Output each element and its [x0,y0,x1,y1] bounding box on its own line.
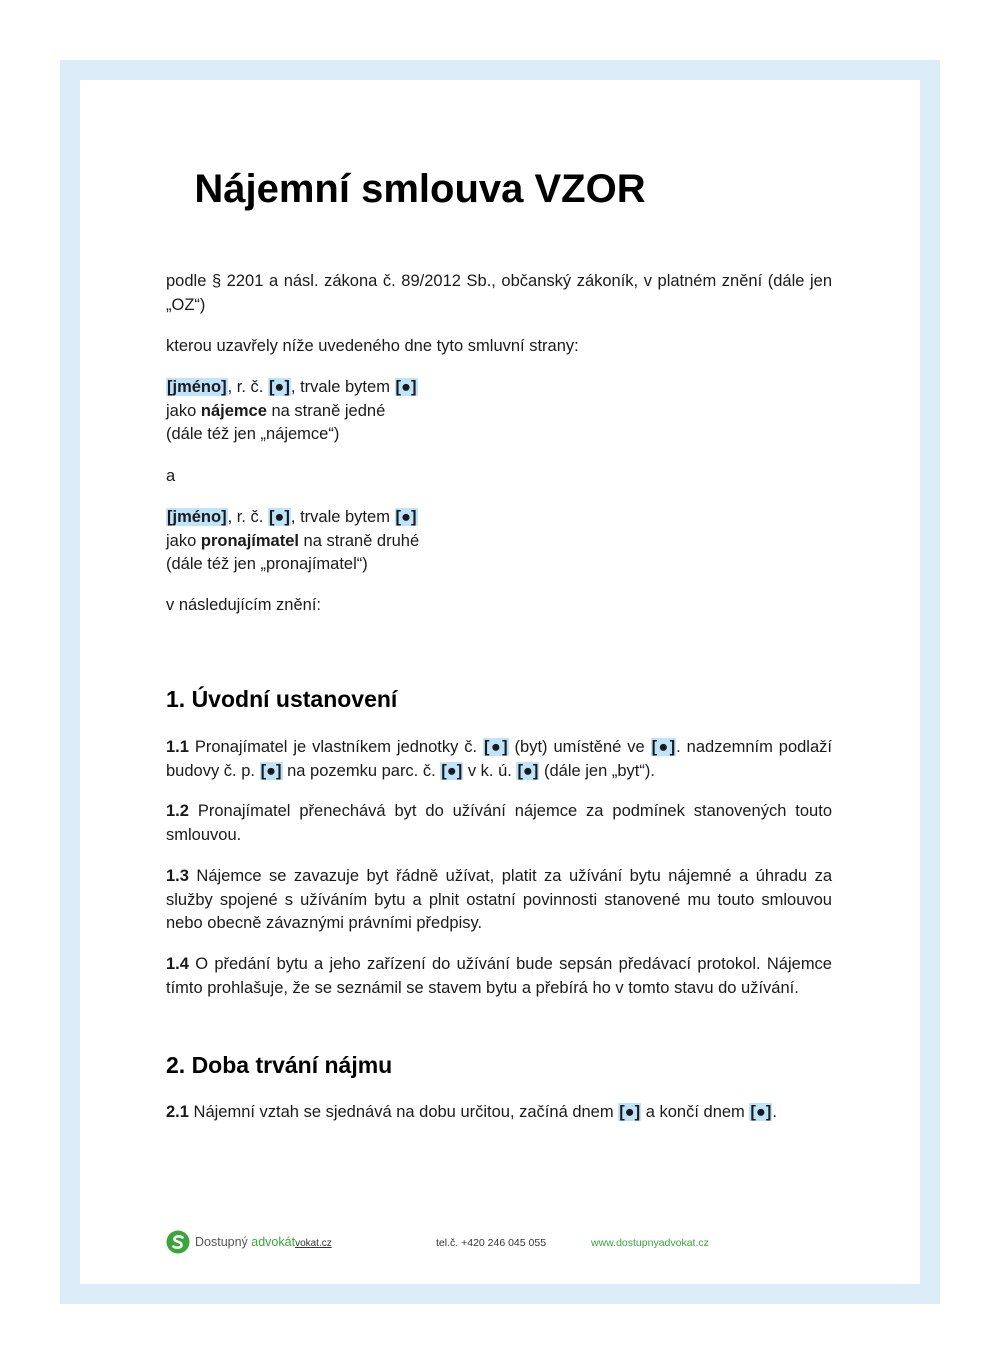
role-pronajimatel: pronajímatel [200,531,299,550]
intro-text: podle § 2201 a násl. zákona č. 89/2012 Sb., občanský zákoník, v platném znění (dále jen „OZ“) [166,272,832,314]
placeholder-address[interactable]: [●] [395,378,417,396]
party-1-block: [jméno], r. č. [●], trvale bytem [●] jako nájemce na straně jedné (dále též jen „nájemce“) [166,378,417,443]
clause-1-2: 1.2 Pronajímatel přenechává byt do užívání nájemce za podmínek stanovených touto smlouvou. [166,802,832,844]
intro-parties-line: kterou uzavřely níže uvedeného dne tyto smluvní strany: [166,337,579,355]
role-najemce: nájemce [200,401,267,420]
placeholder-ku[interactable]: [●] [517,761,539,780]
intro-paragraph [166,270,832,317]
clause-1-4: 1.4 O předání bytu a jeho zařízení do užívání bude sepsán předávací protokol. Nájemce tímto prohlašuje, že se seznámil se stavem bytu a přebírá ho v tomto stavu do užívání. [166,955,832,997]
placeholder-end-date[interactable]: [●] [750,1103,772,1121]
party-2-block: [jméno], r. č. [●], trvale bytem [●] jako pronajímatel na straně druhé (dále též jen „pronajímatel“) [166,508,420,573]
placeholder-address[interactable]: [●] [395,508,417,526]
logo-icon [166,1230,190,1254]
placeholder-rc[interactable]: [●] [268,378,290,396]
clause-1-3: 1.3 Nájemce se zavazuje byt řádně užívat, platit za užívání bytu nájemné a úhradu za služby spojené s užíváním bytu a plnit ostatní povinnosti stanovené mu touto smlouvou nebo obecně závaznými právními předpisy. [166,867,832,932]
following-text: v následujícím znění: [166,596,321,614]
clause-2-1: 2.1 Nájemní vztah se sjednává na dobu určitou, začíná dnem [●] a končí dnem [●]. [166,1103,777,1121]
party-1-alias: (dále též jen „nájemce“) [166,425,340,443]
brand-name: Dostupný advokátvokat.cz [195,1235,332,1249]
and-text: a [166,467,176,485]
document-title: Nájemní smlouva VZOR [194,167,646,211]
section-1-heading: 1. Úvodní ustanovení [166,686,398,712]
placeholder-name[interactable]: [jméno] [167,378,227,396]
placeholder-cp[interactable]: [●] [260,761,282,780]
section-2-heading: 2. Doba trvání nájmu [166,1052,393,1078]
clause-1-1: 1.1 Pronajímatel je vlastníkem jednotky č. [●] (byt) umístěné ve [●]. nadzemním podlaží budovy č. p. [●] na pozemku parc. č. [●] v k. ú. [●] (dále jen „byt“). [166,738,832,780]
placeholder-parcel[interactable]: [●] [441,761,463,780]
placeholder-name[interactable]: [jméno] [167,508,227,526]
party-2-alias: (dále též jen „pronajímatel“) [166,555,368,573]
phone-number: tel.č. +420 246 045 055 [436,1237,547,1249]
placeholder-start-date[interactable]: [●] [619,1103,641,1121]
brand-link[interactable]: vokat.cz [295,1238,332,1249]
placeholder-floor[interactable]: [●] [651,738,676,756]
page-footer [166,1230,832,1256]
website-link[interactable]: www.dostupnyadvokat.cz [591,1237,709,1249]
placeholder-unit[interactable]: [●] [484,738,508,756]
placeholder-rc[interactable]: [●] [268,508,290,526]
